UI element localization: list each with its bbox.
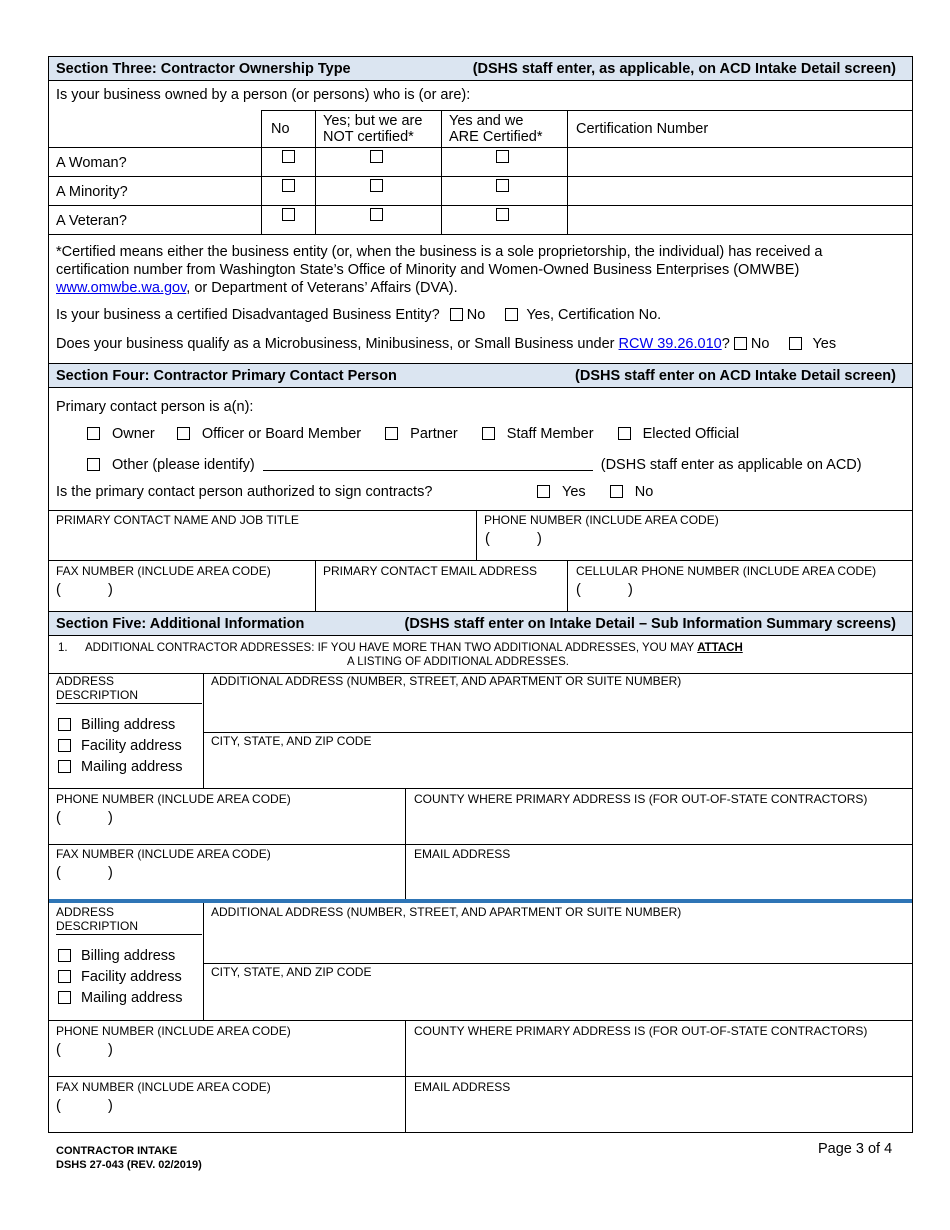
contact-name-field[interactable]: PRIMARY CONTACT NAME AND JOB TITLE — [56, 513, 299, 527]
ownership-table-header — [49, 110, 912, 148]
contact-type-options: Owner Officer or Board Member Partner Staff Member Elected Official — [87, 426, 739, 442]
address-1-fax-email-row — [49, 845, 912, 903]
contact-cell-phone-field[interactable]: CELLULAR PHONE NUMBER (INCLUDE AREA CODE) ( ) — [567, 561, 912, 611]
dbe-no-checkbox[interactable] — [450, 308, 463, 321]
mailing-address-checkbox[interactable] — [58, 991, 71, 1004]
certified-footnote: *Certified means either the business entity (or, when the business is a sole proprietorship, the individual) has received a certification number from Washington State’s Office of Minority and Women-Owned Business Enterprises (OMWBE) www.omwbe.wa.gov, or Department of Veterans’ Affairs (DVA). — [56, 244, 823, 296]
section-three-title: Section Three: Contractor Ownership Type — [56, 60, 351, 77]
minority-no-checkbox[interactable] — [282, 179, 295, 192]
col-yes-not-certified-2: NOT certified* — [323, 129, 414, 145]
micro-question-line: Does your business qualify as a Microbusiness, Minibusiness, or Small Business under RCW 39.26.010? No Yes — [56, 336, 837, 352]
partner-checkbox[interactable] — [385, 427, 398, 440]
address-description: ADDRESS DESCRIPTION Billing address Facility address Mailing address — [49, 674, 203, 788]
city-state-zip-field[interactable]: CITY, STATE, AND ZIP CODE — [203, 733, 912, 788]
address-1-phone-county-row — [49, 789, 912, 845]
county-field[interactable]: COUNTY WHERE PRIMARY ADDRESS IS (FOR OUT-OF-STATE CONTRACTORS) — [405, 1021, 912, 1076]
address-block-2 — [49, 903, 912, 1021]
auth-question-line — [56, 484, 432, 500]
rcw-link[interactable]: RCW 39.26.010 — [618, 336, 722, 352]
additional-street-field[interactable]: ADDITIONAL ADDRESS (NUMBER, STREET, AND APARTMENT OR SUITE NUMBER) — [203, 674, 912, 733]
row-label-woman: A Woman? — [56, 155, 127, 171]
veteran-no-checkbox[interactable] — [282, 208, 295, 221]
woman-not-certified-checkbox[interactable] — [370, 150, 383, 163]
section-four-header — [49, 364, 912, 388]
micro-no-checkbox[interactable] — [734, 337, 747, 350]
address-block-1 — [49, 674, 912, 789]
certification-notes — [49, 235, 912, 364]
ownership-row-minority — [49, 177, 912, 206]
section-four-note: (DSHS staff enter on ACD Intake Detail screen) — [575, 367, 896, 384]
row-label-veteran: A Veteran? — [56, 213, 127, 229]
woman-certified-checkbox[interactable] — [496, 150, 509, 163]
contact-phone-field[interactable]: PHONE NUMBER (INCLUDE AREA CODE) ( ) — [476, 511, 912, 560]
micro-yes-checkbox[interactable] — [789, 337, 802, 350]
city-state-zip-field[interactable]: CITY, STATE, AND ZIP CODE — [203, 964, 912, 1020]
additional-street-field[interactable]: ADDITIONAL ADDRESS (NUMBER, STREET, AND APARTMENT OR SUITE NUMBER) — [203, 903, 912, 964]
attach-emphasis: ATTACH — [697, 642, 743, 654]
section-three-note: (DSHS staff enter, as applicable, on ACD Intake Detail screen) — [472, 60, 896, 77]
address-2-fax-email-row — [49, 1077, 912, 1133]
col-yes-certified-2: ARE Certified* — [449, 129, 543, 145]
billing-address-checkbox[interactable] — [58, 949, 71, 962]
officer-checkbox[interactable] — [177, 427, 190, 440]
woman-certification-number-field[interactable] — [567, 148, 912, 176]
dbe-question: Is your business a certified Disadvantaged Business Entity? — [56, 307, 440, 323]
ownership-question: Is your business owned by a person (or persons) who is (or are): — [56, 87, 471, 103]
contact-type-block — [49, 388, 912, 511]
minority-certification-number-field[interactable] — [567, 177, 912, 205]
veteran-certification-number-field[interactable] — [567, 206, 912, 234]
address-email-field[interactable]: EMAIL ADDRESS — [405, 1077, 912, 1132]
form-number: DSHS 27-043 (REV. 02/2019) — [56, 1159, 202, 1171]
minority-not-certified-checkbox[interactable] — [370, 179, 383, 192]
billing-address-checkbox[interactable] — [58, 718, 71, 731]
ownership-question-row — [49, 81, 912, 110]
dbe-yes-checkbox[interactable] — [505, 308, 518, 321]
contact-fax-email-row — [49, 561, 912, 612]
facility-address-checkbox[interactable] — [58, 739, 71, 752]
section-five-header — [49, 612, 912, 636]
address-description: ADDRESS DESCRIPTION Billing address Facility address Mailing address — [49, 903, 203, 1020]
omwbe-link[interactable]: www.omwbe.wa.gov — [56, 280, 187, 296]
section-three-header — [49, 57, 912, 81]
contact-type-intro: Primary contact person is a(n): — [56, 399, 254, 415]
address-phone-field[interactable]: PHONE NUMBER (INCLUDE AREA CODE) ( ) — [56, 1024, 291, 1058]
auth-yes-checkbox[interactable] — [537, 485, 550, 498]
dbe-question-line: Is your business a certified Disadvantaged Business Entity? No Yes, Certification No. — [56, 307, 662, 323]
section-four-title: Section Four: Contractor Primary Contact Person — [56, 367, 397, 384]
ownership-row-veteran — [49, 206, 912, 235]
page-number: Page 3 of 4 — [818, 1141, 893, 1157]
contractor-intake-form — [48, 56, 913, 1133]
woman-no-checkbox[interactable] — [282, 150, 295, 163]
auth-answers: Yes No — [537, 484, 653, 500]
row-label-minority: A Minority? — [56, 184, 128, 200]
auth-question: Is the primary contact person authorized to sign contracts? — [56, 484, 433, 500]
veteran-certified-checkbox[interactable] — [496, 208, 509, 221]
contact-email-field[interactable]: PRIMARY CONTACT EMAIL ADDRESS — [315, 561, 567, 611]
contact-type-other: Other (please identify) (DSHS staff enter as applicable on ACD) — [87, 456, 862, 473]
other-checkbox[interactable] — [87, 458, 100, 471]
ownership-row-woman — [49, 148, 912, 177]
veteran-not-certified-checkbox[interactable] — [370, 208, 383, 221]
col-certification-number: Certification Number — [576, 121, 709, 137]
section-five-title: Section Five: Additional Information — [56, 615, 305, 632]
col-yes-not-certified-1: Yes; but we are — [323, 113, 423, 129]
address-fax-field[interactable]: FAX NUMBER (INCLUDE AREA CODE) ( ) — [56, 1080, 271, 1114]
section-five-note: (DSHS staff enter on Intake Detail – Sub Information Summary screens) — [404, 615, 896, 632]
micro-question: Does your business qualify as a Microbusiness, Minibusiness, or Small Business under — [56, 336, 615, 352]
owner-checkbox[interactable] — [87, 427, 100, 440]
address-email-field[interactable]: EMAIL ADDRESS — [405, 845, 912, 899]
county-field[interactable]: COUNTY WHERE PRIMARY ADDRESS IS (FOR OUT-OF-STATE CONTRACTORS) — [405, 789, 912, 844]
auth-no-checkbox[interactable] — [610, 485, 623, 498]
additional-addresses-intro: 1. ADDITIONAL CONTRACTOR ADDRESSES: IF YOU HAVE MORE THAN TWO ADDITIONAL ADDRESSES, YOU MAY ATTACH A LISTING OF ADDITIONAL ADDRESSES. — [49, 636, 912, 674]
staff-member-checkbox[interactable] — [482, 427, 495, 440]
address-phone-field[interactable]: PHONE NUMBER (INCLUDE AREA CODE) ( ) — [56, 792, 291, 826]
other-identify-line[interactable] — [263, 456, 593, 471]
facility-address-checkbox[interactable] — [58, 970, 71, 983]
other-note: (DSHS staff enter as applicable on ACD) — [600, 457, 862, 473]
col-yes-certified-1: Yes and we — [449, 113, 524, 129]
form-name: CONTRACTOR INTAKE — [56, 1145, 178, 1157]
col-no: No — [271, 121, 290, 137]
minority-certified-checkbox[interactable] — [496, 179, 509, 192]
contact-name-phone-row — [49, 511, 912, 561]
address-fax-field[interactable]: FAX NUMBER (INCLUDE AREA CODE) ( ) — [56, 847, 271, 881]
form-footer-id — [56, 1144, 202, 1172]
elected-official-checkbox[interactable] — [618, 427, 631, 440]
address-2-phone-county-row — [49, 1021, 912, 1077]
mailing-address-checkbox[interactable] — [58, 760, 71, 773]
contact-fax-field[interactable]: FAX NUMBER (INCLUDE AREA CODE) ( ) — [56, 564, 271, 598]
